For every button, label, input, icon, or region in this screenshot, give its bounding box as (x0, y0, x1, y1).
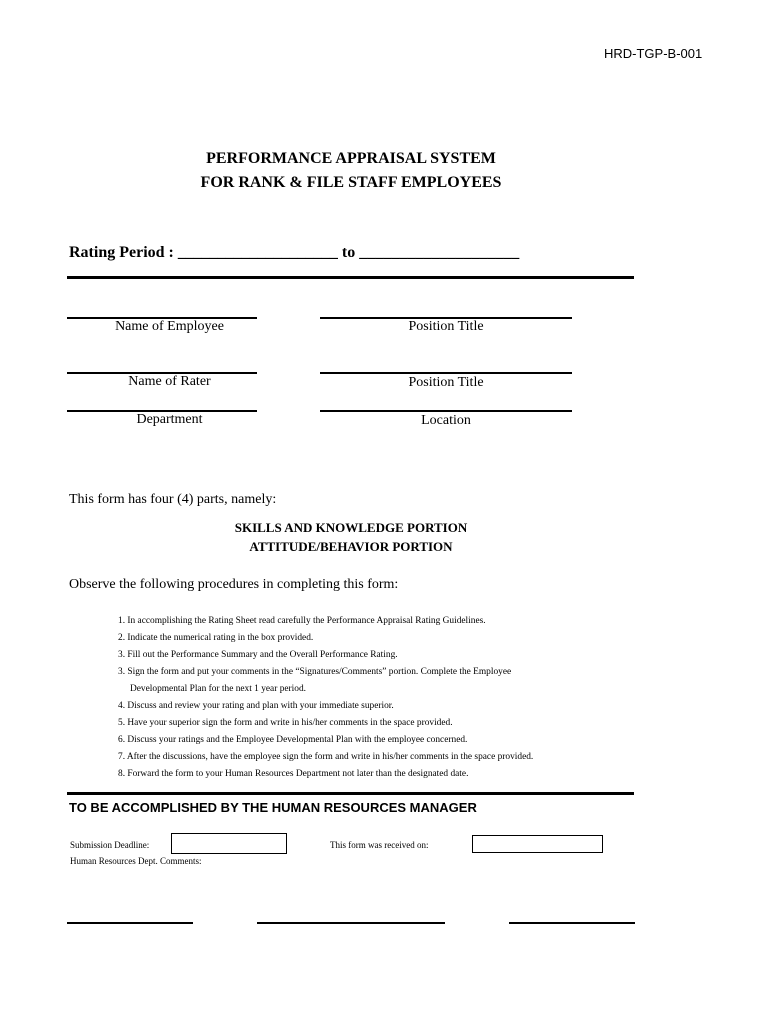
procedures-intro: Observe the following procedures in completing this form: (69, 577, 399, 592)
hr-signature-line-3[interactable] (509, 922, 635, 924)
form-title-line1: PERFORMANCE APPRAISAL SYSTEM (206, 150, 496, 167)
received-on-label: This form was received on: (330, 840, 429, 850)
hr-signature-line-2[interactable] (257, 922, 445, 924)
location-line[interactable] (320, 410, 572, 412)
position-title-label-2: Position Title (408, 375, 484, 390)
form-title-line2: FOR RANK & FILE STAFF EMPLOYEES (200, 174, 502, 191)
hr-signature-line-1[interactable] (67, 922, 193, 924)
parts-intro: This form has four (4) parts, namely: (69, 492, 277, 507)
position-title-label-1: Position Title (408, 319, 484, 334)
name-of-rater-label: Name of Rater (128, 374, 211, 389)
document-code: HRD-TGP-B-001 (604, 46, 703, 61)
rating-period-field[interactable]: Rating Period : ____________________ to ____________________ (69, 244, 520, 261)
list-item: 1. In accomplishing the Rating Sheet read carefully the Performance Appraisal Rating Guidelines. (118, 616, 486, 626)
list-item: 7. After the discussions, have the employee sign the form and write in his/her comments in the space provided. (118, 752, 534, 762)
hr-comments-label: Human Resources Dept. Comments: (70, 856, 202, 866)
name-of-employee-label: Name of Employee (115, 319, 224, 334)
list-item (118, 664, 533, 698)
section-divider-hr (67, 792, 634, 795)
portion-skills: SKILLS AND KNOWLEDGE PORTION (234, 520, 468, 535)
received-on-box[interactable] (472, 835, 603, 853)
portion-attitude: ATTITUDE/BEHAVIOR PORTION (249, 539, 453, 554)
location-label: Location (421, 413, 471, 428)
position-title-line-2[interactable] (320, 372, 572, 374)
list-item: 4. Discuss and review your rating and plan with your immediate superior. (118, 701, 394, 711)
list-item-continuation: Developmental Plan for the next 1 year period. (130, 684, 306, 694)
section-divider-top (67, 276, 634, 279)
submission-deadline-box[interactable] (171, 833, 287, 854)
hr-section-heading: TO BE ACCOMPLISHED BY THE HUMAN RESOURCES MANAGER (69, 800, 477, 815)
list-item-text: 3. Sign the form and put your comments in the “Signatures/Comments” portion. Complete the Employee (118, 667, 512, 677)
submission-deadline-label: Submission Deadline: (70, 840, 150, 850)
list-item: 3. Fill out the Performance Summary and the Overall Performance Rating. (118, 650, 398, 660)
list-item: 8. Forward the form to your Human Resources Department not later than the designated date. (118, 769, 469, 779)
list-item: 5. Have your superior sign the form and write in his/her comments in the space provided. (118, 718, 453, 728)
list-item: 6. Discuss your ratings and the Employee Developmental Plan with the employee concerned. (118, 735, 468, 745)
procedures-list (118, 613, 533, 783)
department-label: Department (136, 412, 203, 427)
list-item: 2. Indicate the numerical rating in the box provided. (118, 633, 314, 643)
